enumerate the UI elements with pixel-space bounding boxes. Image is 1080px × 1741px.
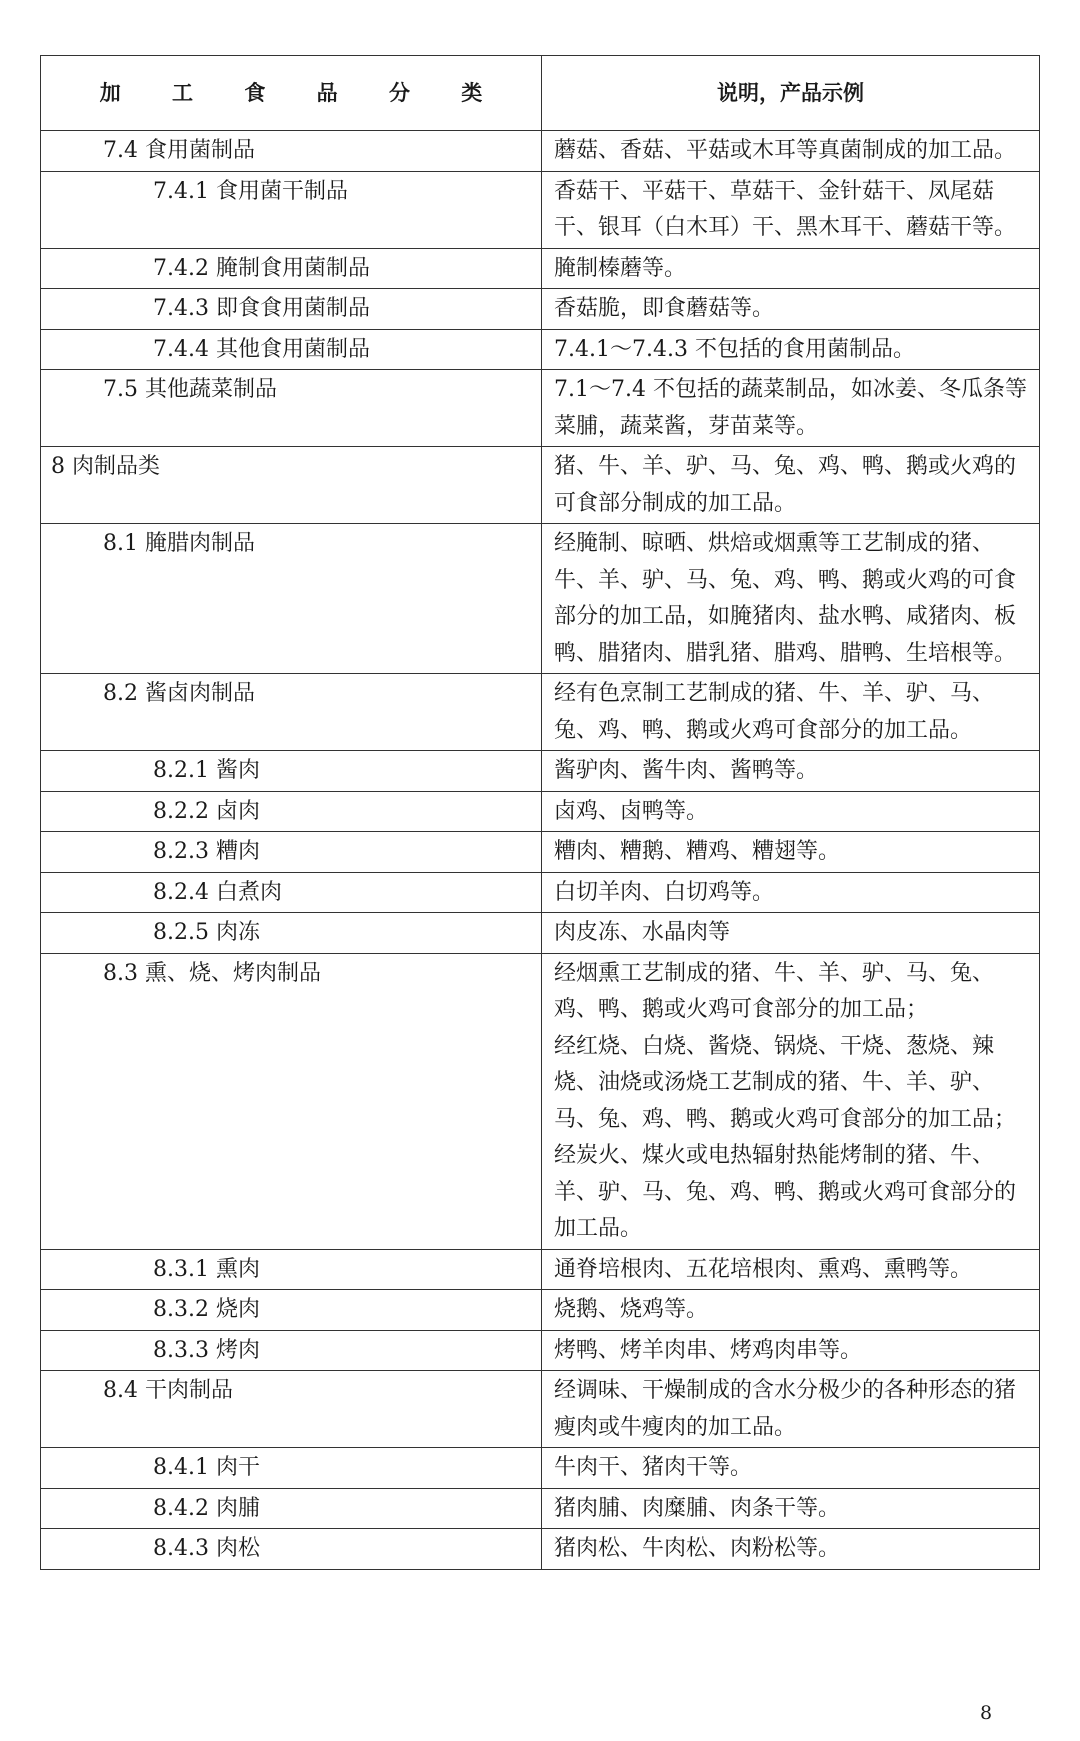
- table-row: [41, 872, 1040, 913]
- table-row: [41, 171, 1040, 248]
- category-cell: 8.3.3 烤肉: [41, 1330, 542, 1371]
- description-cell: [542, 289, 1040, 330]
- description-cell: [542, 674, 1040, 751]
- table-row: [41, 1371, 1040, 1448]
- description-cell: [542, 248, 1040, 289]
- description-paragraph: 经红烧、白烧、酱烧、锅烧、干烧、葱烧、辣烧、油烧或汤烧工艺制成的猪、牛、羊、驴、马、兔、鸡、鸭、鹅或火鸡可食部分的加工品；: [554, 1033, 1017, 1132]
- description-paragraph: 通脊培根肉、五花培根肉、熏鸡、熏鸭等。: [554, 1256, 973, 1282]
- table-row: [41, 1488, 1040, 1529]
- description-cell: [542, 1529, 1040, 1570]
- description-cell: [542, 329, 1040, 370]
- table-body: [41, 131, 1040, 1570]
- table-row: [41, 1529, 1040, 1570]
- category-cell: 8.3.1 熏肉: [41, 1249, 542, 1290]
- category-cell: 7.4.2 腌制食用菌制品: [41, 248, 542, 289]
- description-paragraph: 卤鸡、卤鸭等。: [554, 798, 709, 824]
- table-row: [41, 1249, 1040, 1290]
- description-paragraph: 糟肉、糟鹅、糟鸡、糟翅等。: [554, 839, 841, 864]
- table-row: [41, 832, 1040, 873]
- description-paragraph: 酱驴肉、酱牛肉、酱鸭等。: [554, 758, 819, 783]
- description-cell: [542, 370, 1040, 447]
- table-row: [41, 1330, 1040, 1371]
- description-cell: [542, 447, 1040, 524]
- description-paragraph: 香菇脆，即食蘑菇等。: [554, 296, 775, 321]
- description-cell: [542, 791, 1040, 832]
- table-row: [41, 524, 1040, 674]
- description-paragraph: 牛肉干、猪肉干等。: [554, 1455, 753, 1480]
- category-cell: 7.4.1 食用菌干制品: [41, 171, 542, 248]
- description-paragraph: 烧鹅、烧鸡等。: [554, 1297, 709, 1322]
- description-paragraph: 经腌制、晾晒、烘焙或烟熏等工艺制成的猪、牛、羊、驴、马、兔、鸡、鸭、鹅或火鸡的可食部分的加工品，如腌猪肉、盐水鸭、咸猪肉、板鸭、腊猪肉、腊乳猪、腊鸡、腊鸭、生培根等。: [554, 531, 1017, 666]
- table-row: [41, 329, 1040, 370]
- description-cell: [542, 751, 1040, 792]
- description-cell: [542, 1290, 1040, 1331]
- category-cell: 8 肉制品类: [41, 447, 542, 524]
- table-row: [41, 1290, 1040, 1331]
- description-paragraph: 7.4.1～7.4.3 不包括的食用菌制品。: [554, 336, 915, 362]
- description-paragraph: 腌制榛蘑等。: [554, 255, 687, 281]
- description-paragraph: 香菇干、平菇干、草菇干、金针菇干、凤尾菇干、银耳（白木耳）干、黑木耳干、蘑菇干等。: [554, 178, 1017, 240]
- table-row: [41, 674, 1040, 751]
- description-paragraph: 烤鸭、烤羊肉串、烤鸡肉串等。: [554, 1337, 863, 1363]
- description-paragraph: 蘑菇、香菇、平菇或木耳等真菌制成的加工品。: [554, 138, 1017, 163]
- description-paragraph: 猪、牛、羊、驴、马、兔、鸡、鸭、鹅或火鸡的可食部分制成的加工品。: [554, 454, 1017, 516]
- description-cell: [542, 1488, 1040, 1529]
- description-cell: [542, 1249, 1040, 1290]
- category-cell: 8.4.2 肉脯: [41, 1488, 542, 1529]
- table-row: [41, 913, 1040, 954]
- category-cell: 7.5 其他蔬菜制品: [41, 370, 542, 447]
- page-number: 8: [980, 1702, 993, 1724]
- category-cell: 8.2.3 糟肉: [41, 832, 542, 873]
- table-row: [41, 248, 1040, 289]
- table-row: [41, 751, 1040, 792]
- category-cell: 7.4.4 其他食用菌制品: [41, 329, 542, 370]
- category-cell: 8.3.2 烧肉: [41, 1290, 542, 1331]
- description-paragraph: 猪肉脯、肉糜脯、肉条干等。: [554, 1495, 841, 1521]
- table-row: [41, 131, 1040, 172]
- description-paragraph: 经炭火、煤火或电热辐射热能烤制的猪、牛、羊、驴、马、兔、鸡、鸭、鹅或火鸡可食部分的加工品。: [554, 1143, 1017, 1241]
- description-cell: [542, 1371, 1040, 1448]
- category-cell: 8.1 腌腊肉制品: [41, 524, 542, 674]
- header-description: 说明，产品示例: [542, 56, 1040, 131]
- description-paragraph: 肉皮冻、水晶肉等: [554, 920, 731, 945]
- description-cell: [542, 1448, 1040, 1489]
- description-paragraph: 经烟熏工艺制成的猪、牛、羊、驴、马、兔、鸡、鸭、鹅或火鸡可食部分的加工品；: [554, 960, 995, 1022]
- table-header-row: [41, 56, 1040, 131]
- description-cell: [542, 131, 1040, 172]
- description-paragraph: 7.1～7.4 不包括的蔬菜制品，如冰姜、冬瓜条等菜脯，蔬菜酱，芽苗菜等。: [554, 377, 1027, 439]
- category-cell: 7.4.3 即食食用菌制品: [41, 289, 542, 330]
- description-cell: [542, 872, 1040, 913]
- food-classification-table: [40, 55, 1040, 1570]
- description-cell: [542, 913, 1040, 954]
- table-row: [41, 289, 1040, 330]
- category-cell: 8.4 干肉制品: [41, 1371, 542, 1448]
- description-paragraph: 白切羊肉、白切鸡等。: [554, 879, 775, 905]
- description-paragraph: 猪肉松、牛肉松、肉粉松等。: [554, 1536, 841, 1561]
- description-cell: [542, 524, 1040, 674]
- description-paragraph: 经有色烹制工艺制成的猪、牛、羊、驴、马、兔、鸡、鸭、鹅或火鸡可食部分的加工品。: [554, 681, 995, 743]
- header-category: 加 工 食 品 分 类: [41, 56, 542, 131]
- table-row: [41, 1448, 1040, 1489]
- category-cell: 8.2.1 酱肉: [41, 751, 542, 792]
- category-cell: 8.2 酱卤肉制品: [41, 674, 542, 751]
- category-cell: 8.2.2 卤肉: [41, 791, 542, 832]
- description-paragraph: 经调味、干燥制成的含水分极少的各种形态的猪瘦肉或牛瘦肉的加工品。: [554, 1378, 1017, 1440]
- table-row: [41, 370, 1040, 447]
- table-row: [41, 791, 1040, 832]
- description-cell: [542, 171, 1040, 248]
- category-cell: 8.2.4 白煮肉: [41, 872, 542, 913]
- table-row: [41, 447, 1040, 524]
- description-cell: [542, 832, 1040, 873]
- category-cell: 7.4 食用菌制品: [41, 131, 542, 172]
- description-cell: [542, 1330, 1040, 1371]
- table-row: [41, 953, 1040, 1249]
- description-cell: [542, 953, 1040, 1249]
- category-cell: 8.3 熏、烧、烤肉制品: [41, 953, 542, 1249]
- category-cell: 8.4.3 肉松: [41, 1529, 542, 1570]
- category-cell: 8.4.1 肉干: [41, 1448, 542, 1489]
- category-cell: 8.2.5 肉冻: [41, 913, 542, 954]
